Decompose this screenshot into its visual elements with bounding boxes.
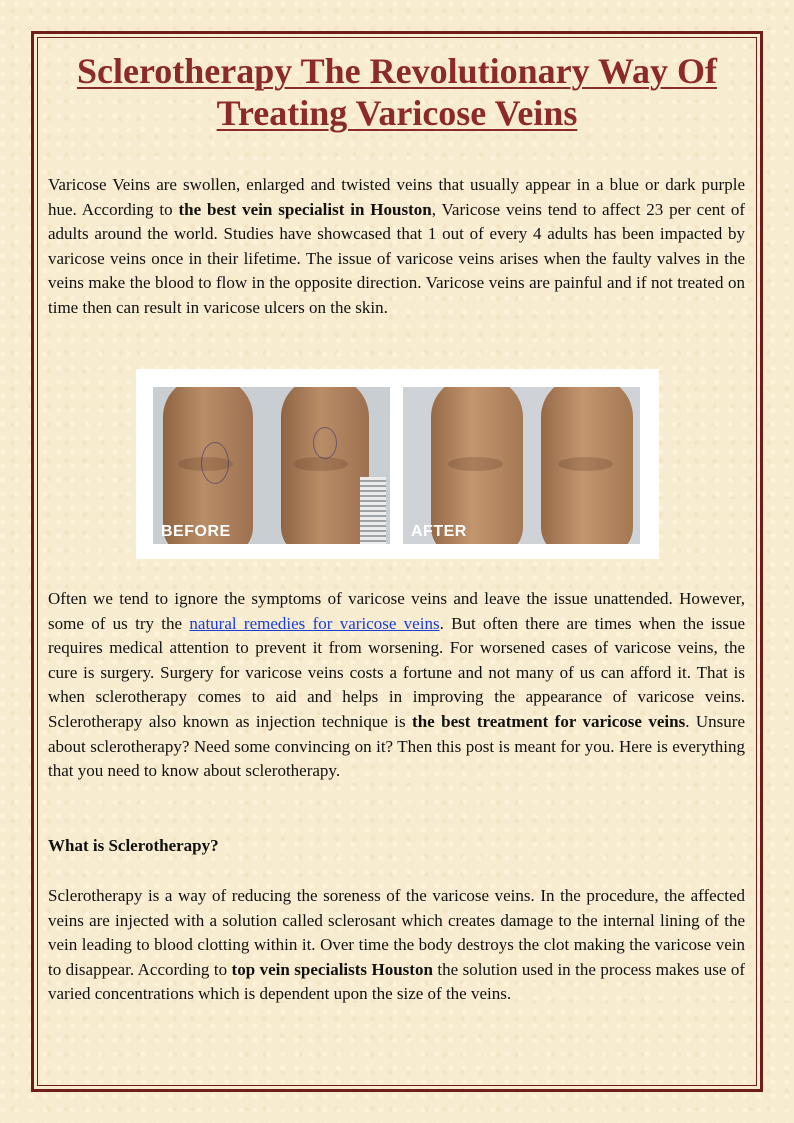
body-paragraph bbox=[48, 587, 745, 784]
knee-shadow bbox=[293, 457, 348, 471]
knee-shadow bbox=[448, 457, 503, 471]
before-panel bbox=[153, 387, 390, 544]
intro-bold-specialist: the best vein specialist in Houston bbox=[178, 199, 432, 219]
section-text-1: Sclerotherapy is a way of reducing the soreness of the varicose veins. In the procedure, the affected veins are injected with a solution called sclerosant which creates damage to the internal lining of the vein leading to blood clotting within it. Over time the body destroys the clot making the varicose vein to disappear. According to bbox=[48, 886, 745, 979]
body-bold-treatment: the best treatment for varicose veins bbox=[412, 711, 686, 731]
after-panel bbox=[403, 387, 640, 544]
body-text-3: . Unsure about sclerotherapy? Need some convincing on it? Then this post is meant for you. Here is everything that you need to know about sclerotherapy. bbox=[48, 711, 745, 781]
body-text-2: . But often there are times when the issue requires medical attention to prevent it from worsening. For worsened cases of varicose veins, the cure is surgery. Surgery for varicose veins costs a fortune and not many of us can afford it. That is when sclerotherapy comes to aid and helps in improving the appearance of varicose veins. Sclerotherapy also known as injection technique is bbox=[48, 613, 745, 731]
intro-text-1: Varicose Veins are swollen, enlarged and twisted veins that usually appear in a blue or dark purple hue. According to bbox=[48, 175, 745, 219]
natural-remedies-link[interactable]: natural remedies for varicose veins bbox=[189, 613, 440, 633]
background-vent bbox=[360, 477, 386, 544]
before-after-photo bbox=[136, 369, 659, 559]
after-label: AFTER bbox=[411, 523, 467, 540]
section-bold-specialists: top vein specialists Houston bbox=[231, 959, 433, 979]
vein-mark bbox=[313, 427, 337, 459]
intro-text-2: , Varicose veins tend to affect 23 per cent of adults around the world. Studies have showcased that 1 out of every 4 adults has been impacted by varicose veins once in their lifetime. The issue of varicose veins arises when the faulty valves in the veins make the blood to flow in the opposite direction. Varicose veins are painful and if not treated on time then can result in varicose ulcers on the skin. bbox=[48, 199, 746, 317]
page-title: Sclerotherapy The Revolutionary Way Of Treating Varicose Veins bbox=[76, 51, 717, 133]
vein-mark bbox=[201, 442, 229, 484]
knee-shadow bbox=[558, 457, 613, 471]
section-text-2: the solution used in the process makes use of varied concentrations which is dependent upon the size of the veins. bbox=[48, 959, 745, 1004]
before-label: BEFORE bbox=[161, 523, 231, 540]
section-heading: What is Sclerotherapy? bbox=[48, 836, 219, 855]
body-text-1: Often we tend to ignore the symptoms of varicose veins and leave the issue unattended. However, some of us try the bbox=[48, 589, 745, 633]
section-paragraph bbox=[48, 884, 745, 1007]
intro-paragraph bbox=[48, 173, 745, 321]
